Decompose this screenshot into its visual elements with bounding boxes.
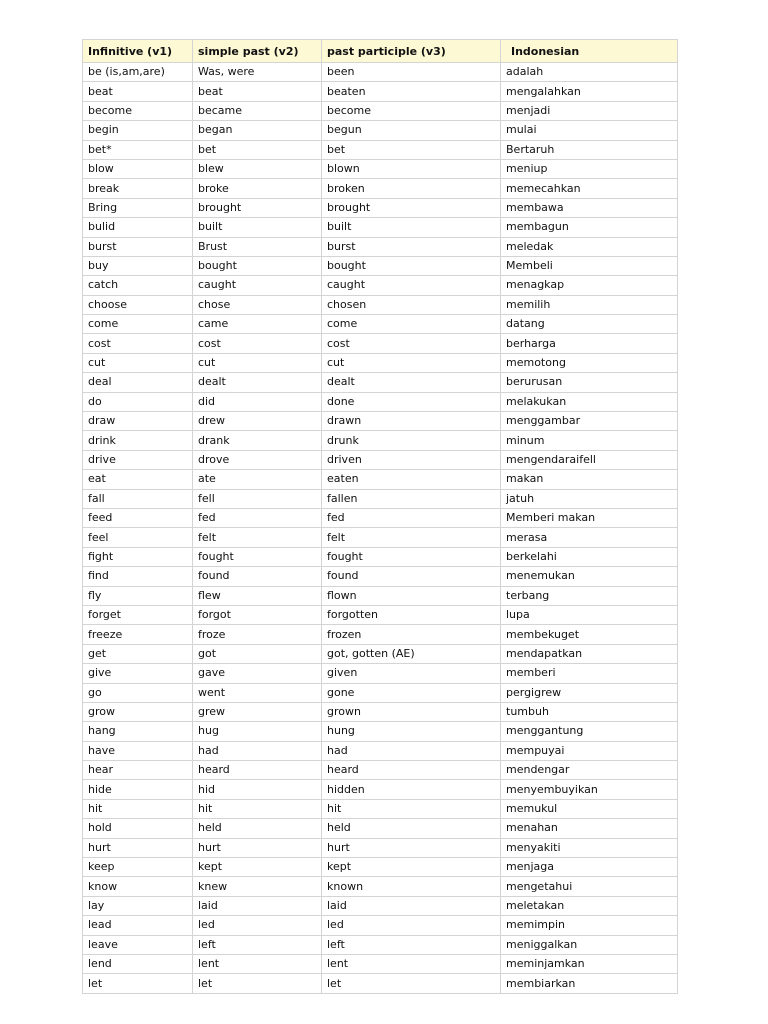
cell-indonesian: menyakiti	[501, 838, 678, 857]
cell-indonesian: meminjamkan	[501, 954, 678, 973]
cell-indonesian: membawa	[501, 198, 678, 217]
table-row	[83, 218, 678, 237]
cell-simple-past: kept	[193, 858, 322, 877]
cell-infinitive: hurt	[83, 838, 193, 857]
cell-indonesian: menagkap	[501, 276, 678, 295]
table-row	[83, 82, 678, 101]
cell-simple-past: gave	[193, 664, 322, 683]
cell-infinitive: hold	[83, 819, 193, 838]
cell-infinitive: burst	[83, 237, 193, 256]
cell-past-participle: broken	[322, 179, 501, 198]
cell-infinitive: become	[83, 101, 193, 120]
cell-simple-past: went	[193, 683, 322, 702]
cell-simple-past: flew	[193, 586, 322, 605]
cell-indonesian: memberi	[501, 664, 678, 683]
cell-indonesian: terbang	[501, 586, 678, 605]
table-row	[83, 586, 678, 605]
cell-infinitive: leave	[83, 935, 193, 954]
cell-infinitive: fight	[83, 547, 193, 566]
cell-past-participle: eaten	[322, 470, 501, 489]
cell-simple-past: chose	[193, 295, 322, 314]
cell-simple-past: hid	[193, 780, 322, 799]
cell-indonesian: merasa	[501, 528, 678, 547]
cell-past-participle: given	[322, 664, 501, 683]
cell-past-participle: kept	[322, 858, 501, 877]
cell-indonesian: memilih	[501, 295, 678, 314]
cell-indonesian: Bertaruh	[501, 140, 678, 159]
cell-past-participle: bet	[322, 140, 501, 159]
cell-indonesian: berharga	[501, 334, 678, 353]
cell-simple-past: drank	[193, 431, 322, 450]
table-row	[83, 373, 678, 392]
cell-infinitive: feel	[83, 528, 193, 547]
cell-infinitive: hang	[83, 722, 193, 741]
cell-simple-past: grew	[193, 702, 322, 721]
cell-simple-past: lent	[193, 954, 322, 973]
cell-simple-past: bought	[193, 256, 322, 275]
cell-simple-past: held	[193, 819, 322, 838]
cell-indonesian: membiarkan	[501, 974, 678, 993]
table-row	[83, 315, 678, 334]
document-page	[82, 39, 677, 994]
cell-simple-past: drove	[193, 450, 322, 469]
cell-indonesian: memotong	[501, 353, 678, 372]
cell-indonesian: meletakan	[501, 896, 678, 915]
cell-simple-past: brought	[193, 198, 322, 217]
cell-past-participle: cost	[322, 334, 501, 353]
cell-past-participle: drawn	[322, 412, 501, 431]
cell-simple-past: dealt	[193, 373, 322, 392]
table-row	[83, 334, 678, 353]
cell-infinitive: cost	[83, 334, 193, 353]
cell-past-participle: hung	[322, 722, 501, 741]
cell-infinitive: catch	[83, 276, 193, 295]
cell-simple-past: found	[193, 567, 322, 586]
table-row	[83, 761, 678, 780]
cell-simple-past: laid	[193, 896, 322, 915]
cell-simple-past: came	[193, 315, 322, 334]
table-row	[83, 508, 678, 527]
cell-infinitive: feed	[83, 508, 193, 527]
table-row	[83, 412, 678, 431]
table-row	[83, 353, 678, 372]
header-indonesian: Indonesian	[501, 40, 678, 63]
cell-past-participle: forgotten	[322, 605, 501, 624]
cell-past-participle: fallen	[322, 489, 501, 508]
cell-past-participle: gone	[322, 683, 501, 702]
cell-infinitive: lend	[83, 954, 193, 973]
table-row	[83, 567, 678, 586]
cell-infinitive: forget	[83, 605, 193, 624]
cell-simple-past: fell	[193, 489, 322, 508]
cell-past-participle: hidden	[322, 780, 501, 799]
cell-past-participle: bought	[322, 256, 501, 275]
cell-past-participle: come	[322, 315, 501, 334]
cell-simple-past: Brust	[193, 237, 322, 256]
table-row	[83, 935, 678, 954]
table-row	[83, 295, 678, 314]
cell-indonesian: meniup	[501, 159, 678, 178]
cell-simple-past: broke	[193, 179, 322, 198]
cell-infinitive: cut	[83, 353, 193, 372]
cell-past-participle: beaten	[322, 82, 501, 101]
header-row	[83, 40, 678, 63]
cell-infinitive: beat	[83, 82, 193, 101]
cell-indonesian: menyembuyikan	[501, 780, 678, 799]
cell-infinitive: break	[83, 179, 193, 198]
cell-infinitive: hear	[83, 761, 193, 780]
table-header	[83, 40, 678, 63]
cell-simple-past: had	[193, 741, 322, 760]
cell-infinitive: hide	[83, 780, 193, 799]
cell-indonesian: memecahkan	[501, 179, 678, 198]
cell-past-participle: become	[322, 101, 501, 120]
table-row	[83, 722, 678, 741]
cell-simple-past: cost	[193, 334, 322, 353]
table-row	[83, 974, 678, 993]
cell-infinitive: come	[83, 315, 193, 334]
cell-simple-past: knew	[193, 877, 322, 896]
cell-simple-past: fed	[193, 508, 322, 527]
cell-infinitive: have	[83, 741, 193, 760]
cell-indonesian: meledak	[501, 237, 678, 256]
cell-past-participle: dealt	[322, 373, 501, 392]
cell-infinitive: lay	[83, 896, 193, 915]
cell-past-participle: got, gotten (AE)	[322, 644, 501, 663]
table-row	[83, 547, 678, 566]
table-row	[83, 63, 678, 82]
cell-indonesian: jatuh	[501, 489, 678, 508]
cell-infinitive: choose	[83, 295, 193, 314]
table-row	[83, 276, 678, 295]
cell-indonesian: menjaga	[501, 858, 678, 877]
cell-indonesian: membekuget	[501, 625, 678, 644]
table-row	[83, 489, 678, 508]
cell-past-participle: left	[322, 935, 501, 954]
cell-past-participle: built	[322, 218, 501, 237]
cell-infinitive: keep	[83, 858, 193, 877]
cell-indonesian: mendengar	[501, 761, 678, 780]
cell-past-participle: heard	[322, 761, 501, 780]
cell-infinitive: bet*	[83, 140, 193, 159]
cell-past-participle: drunk	[322, 431, 501, 450]
cell-simple-past: fought	[193, 547, 322, 566]
cell-indonesian: mendapatkan	[501, 644, 678, 663]
table-row	[83, 392, 678, 411]
cell-infinitive: fly	[83, 586, 193, 605]
cell-indonesian: menggantung	[501, 722, 678, 741]
cell-past-participle: had	[322, 741, 501, 760]
table-row	[83, 198, 678, 217]
cell-past-participle: known	[322, 877, 501, 896]
cell-past-participle: been	[322, 63, 501, 82]
table-row	[83, 799, 678, 818]
cell-past-participle: grown	[322, 702, 501, 721]
table-row	[83, 683, 678, 702]
table-row	[83, 644, 678, 663]
cell-simple-past: ate	[193, 470, 322, 489]
table-row	[83, 877, 678, 896]
cell-infinitive: Bring	[83, 198, 193, 217]
cell-indonesian: mulai	[501, 121, 678, 140]
cell-infinitive: give	[83, 664, 193, 683]
cell-indonesian: menggambar	[501, 412, 678, 431]
cell-indonesian: mengetahui	[501, 877, 678, 896]
cell-past-participle: found	[322, 567, 501, 586]
cell-simple-past: blew	[193, 159, 322, 178]
cell-simple-past: Was, were	[193, 63, 322, 82]
cell-simple-past: beat	[193, 82, 322, 101]
cell-past-participle: felt	[322, 528, 501, 547]
cell-indonesian: adalah	[501, 63, 678, 82]
header-infinitive: Infinitive (v1)	[83, 40, 193, 63]
cell-past-participle: done	[322, 392, 501, 411]
cell-infinitive: grow	[83, 702, 193, 721]
table-row	[83, 450, 678, 469]
cell-past-participle: frozen	[322, 625, 501, 644]
table-row	[83, 121, 678, 140]
cell-infinitive: bulid	[83, 218, 193, 237]
cell-infinitive: go	[83, 683, 193, 702]
table-row	[83, 954, 678, 973]
cell-indonesian: mengendaraifell	[501, 450, 678, 469]
cell-past-participle: hit	[322, 799, 501, 818]
cell-simple-past: became	[193, 101, 322, 120]
cell-past-participle: begun	[322, 121, 501, 140]
cell-past-participle: chosen	[322, 295, 501, 314]
cell-past-participle: hurt	[322, 838, 501, 857]
cell-simple-past: drew	[193, 412, 322, 431]
table-row	[83, 664, 678, 683]
table-row	[83, 159, 678, 178]
cell-infinitive: draw	[83, 412, 193, 431]
cell-indonesian: makan	[501, 470, 678, 489]
cell-indonesian: pergigrew	[501, 683, 678, 702]
cell-past-participle: let	[322, 974, 501, 993]
cell-indonesian: datang	[501, 315, 678, 334]
cell-indonesian: menemukan	[501, 567, 678, 586]
cell-infinitive: lead	[83, 916, 193, 935]
table-row	[83, 140, 678, 159]
cell-past-participle: fed	[322, 508, 501, 527]
cell-simple-past: hurt	[193, 838, 322, 857]
cell-indonesian: meniggalkan	[501, 935, 678, 954]
cell-past-participle: fought	[322, 547, 501, 566]
cell-indonesian: berurusan	[501, 373, 678, 392]
cell-indonesian: lupa	[501, 605, 678, 624]
cell-simple-past: caught	[193, 276, 322, 295]
cell-indonesian: memukul	[501, 799, 678, 818]
cell-indonesian: menahan	[501, 819, 678, 838]
table-row	[83, 858, 678, 877]
table-row	[83, 702, 678, 721]
cell-indonesian: menjadi	[501, 101, 678, 120]
cell-infinitive: know	[83, 877, 193, 896]
cell-simple-past: hit	[193, 799, 322, 818]
cell-infinitive: drink	[83, 431, 193, 450]
cell-past-participle: brought	[322, 198, 501, 217]
table-row	[83, 780, 678, 799]
table-row	[83, 101, 678, 120]
cell-indonesian: membagun	[501, 218, 678, 237]
cell-past-participle: cut	[322, 353, 501, 372]
cell-past-participle: flown	[322, 586, 501, 605]
cell-indonesian: Memberi makan	[501, 508, 678, 527]
cell-simple-past: hug	[193, 722, 322, 741]
cell-simple-past: did	[193, 392, 322, 411]
table-row	[83, 741, 678, 760]
cell-infinitive: get	[83, 644, 193, 663]
table-row	[83, 625, 678, 644]
header-past-participle: past participle (v3)	[322, 40, 501, 63]
table-row	[83, 605, 678, 624]
cell-infinitive: blow	[83, 159, 193, 178]
header-simple-past: simple past (v2)	[193, 40, 322, 63]
cell-indonesian: memimpin	[501, 916, 678, 935]
cell-infinitive: deal	[83, 373, 193, 392]
cell-past-participle: blown	[322, 159, 501, 178]
cell-past-participle: driven	[322, 450, 501, 469]
table-row	[83, 528, 678, 547]
table-row	[83, 819, 678, 838]
cell-past-participle: laid	[322, 896, 501, 915]
cell-infinitive: be (is,am,are)	[83, 63, 193, 82]
cell-indonesian: tumbuh	[501, 702, 678, 721]
cell-infinitive: find	[83, 567, 193, 586]
cell-infinitive: do	[83, 392, 193, 411]
cell-simple-past: bet	[193, 140, 322, 159]
cell-infinitive: drive	[83, 450, 193, 469]
cell-infinitive: fall	[83, 489, 193, 508]
table-body	[83, 63, 678, 994]
table-row	[83, 916, 678, 935]
cell-past-participle: held	[322, 819, 501, 838]
table-row	[83, 256, 678, 275]
cell-simple-past: left	[193, 935, 322, 954]
cell-infinitive: eat	[83, 470, 193, 489]
cell-past-participle: lent	[322, 954, 501, 973]
cell-simple-past: led	[193, 916, 322, 935]
cell-infinitive: begin	[83, 121, 193, 140]
cell-past-participle: burst	[322, 237, 501, 256]
cell-simple-past: let	[193, 974, 322, 993]
cell-infinitive: freeze	[83, 625, 193, 644]
table-row	[83, 179, 678, 198]
cell-simple-past: began	[193, 121, 322, 140]
cell-simple-past: cut	[193, 353, 322, 372]
cell-simple-past: heard	[193, 761, 322, 780]
cell-indonesian: mengalahkan	[501, 82, 678, 101]
cell-past-participle: led	[322, 916, 501, 935]
cell-indonesian: mempuyai	[501, 741, 678, 760]
cell-infinitive: buy	[83, 256, 193, 275]
table-row	[83, 431, 678, 450]
table-row	[83, 896, 678, 915]
cell-simple-past: felt	[193, 528, 322, 547]
cell-infinitive: let	[83, 974, 193, 993]
cell-infinitive: hit	[83, 799, 193, 818]
cell-indonesian: minum	[501, 431, 678, 450]
table-row	[83, 237, 678, 256]
table-row	[83, 838, 678, 857]
cell-simple-past: got	[193, 644, 322, 663]
cell-indonesian: berkelahi	[501, 547, 678, 566]
cell-past-participle: caught	[322, 276, 501, 295]
cell-simple-past: froze	[193, 625, 322, 644]
cell-indonesian: melakukan	[501, 392, 678, 411]
cell-simple-past: built	[193, 218, 322, 237]
cell-indonesian: Membeli	[501, 256, 678, 275]
irregular-verbs-table	[82, 39, 678, 994]
cell-simple-past: forgot	[193, 605, 322, 624]
table-row	[83, 470, 678, 489]
